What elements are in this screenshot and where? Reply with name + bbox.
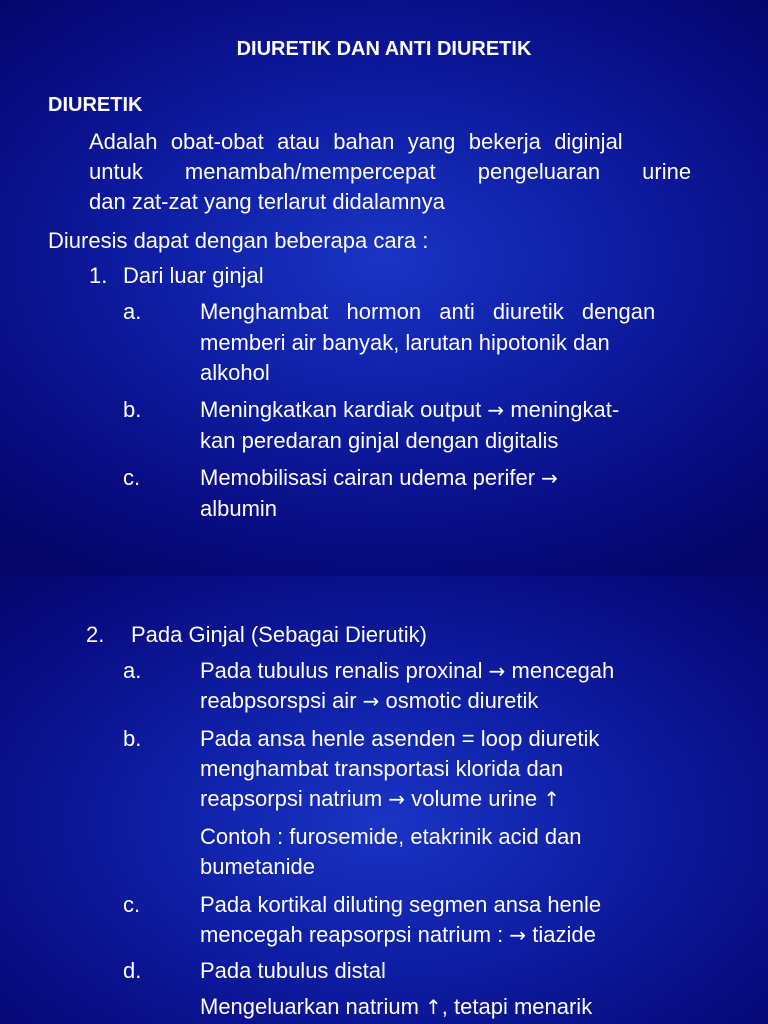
section-heading: DIURETIK: [48, 94, 143, 116]
sub-d-marker: d.: [123, 958, 142, 983]
definition-line-1: Adalah obat-obat atau bahan yang bekerja diginjal: [89, 129, 623, 154]
up-arrow-icon: ↑: [543, 787, 561, 811]
point-2-label: Pada Ginjal (Sebagai Dierutik): [131, 622, 427, 647]
item-a-marker: a.: [123, 299, 142, 324]
slide-title: DIURETIK DAN ANTI DIURETIK: [236, 38, 532, 60]
item-a-line-1: Menghambat hormon anti diuretik dengan: [200, 299, 656, 324]
sub-b-marker: b.: [123, 726, 142, 751]
item-a-line-2: memberi air banyak, larutan hipotonik dan: [200, 330, 610, 355]
item-b-line-1: [200, 395, 619, 425]
sub-c-text-2: tiazide: [532, 922, 596, 947]
right-arrow-icon: →: [388, 787, 406, 811]
sub-a-text-2: mencegah: [511, 658, 615, 683]
sub-c-text-1: mencegah reapsorpsi natrium :: [200, 922, 504, 947]
sub-c-line-1: Pada kortikal diluting segmen ansa henle: [200, 892, 602, 917]
definition-line-2: untuk menambah/mempercepat pengeluaran urine: [89, 159, 692, 184]
sub-a-line-1: [200, 656, 614, 686]
point-1-number: 1.: [89, 263, 108, 288]
slide-2: [0, 576, 768, 1024]
up-arrow-icon: ↑: [425, 995, 442, 1019]
item-b-line-2: kan peredaran ginjal dengan digitalis: [200, 428, 559, 453]
item-c-text-1: Memobilisasi cairan udema perifer: [200, 465, 536, 490]
sub-b-line-3: [200, 784, 560, 814]
item-b-text-2: meningkat-: [510, 397, 620, 422]
right-arrow-icon: →: [487, 398, 505, 422]
sub-a-line-2: [200, 686, 538, 716]
right-arrow-icon: →: [362, 689, 380, 713]
sub-c-marker: c.: [123, 892, 141, 917]
item-a-line-3: alkohol: [200, 360, 270, 385]
right-arrow-icon: →: [509, 923, 527, 947]
sub-d-line-2: [200, 992, 592, 1022]
sub-b-text-2: volume urine: [411, 786, 538, 811]
sub-a-marker: a.: [123, 658, 142, 683]
intro-text: Diuresis dapat dengan beberapa cara :: [48, 228, 429, 253]
sub-c-line-2: [200, 920, 596, 950]
sub-d-text-2: , tetapi menarik: [441, 994, 593, 1019]
right-arrow-icon: →: [488, 659, 506, 683]
sub-a-text-1: Pada tubulus renalis proxinal: [200, 658, 483, 683]
sub-b-line-1: Pada ansa henle asenden = loop diuretik: [200, 726, 600, 751]
item-b-marker: b.: [123, 397, 142, 422]
sub-b-example-2: bumetanide: [200, 854, 315, 879]
point-2-number: 2.: [86, 622, 105, 647]
sub-b-example-1: Contoh : furosemide, etakrinik acid dan: [200, 824, 582, 849]
item-c-line-2: albumin: [200, 496, 278, 521]
sub-a-text-4: osmotic diuretik: [385, 688, 539, 713]
definition-line-3: dan zat-zat yang terlarut didalamnya: [89, 189, 445, 214]
point-1-label: Dari luar ginjal: [123, 263, 264, 288]
item-c-line-1: [200, 463, 558, 493]
sub-b-line-2: menghambat transportasi klorida dan: [200, 756, 564, 781]
right-arrow-icon: →: [541, 466, 558, 490]
sub-a-text-3: reabpsorspsi air: [200, 688, 357, 713]
item-c-marker: c.: [123, 465, 141, 490]
sub-b-text-1: reapsorpsi natrium: [200, 786, 383, 811]
sub-d-text-1: Mengeluarkan natrium: [200, 994, 419, 1019]
item-b-text-1: Meningkatkan kardiak output: [200, 397, 482, 422]
sub-d-line-1: Pada tubulus distal: [200, 958, 386, 983]
